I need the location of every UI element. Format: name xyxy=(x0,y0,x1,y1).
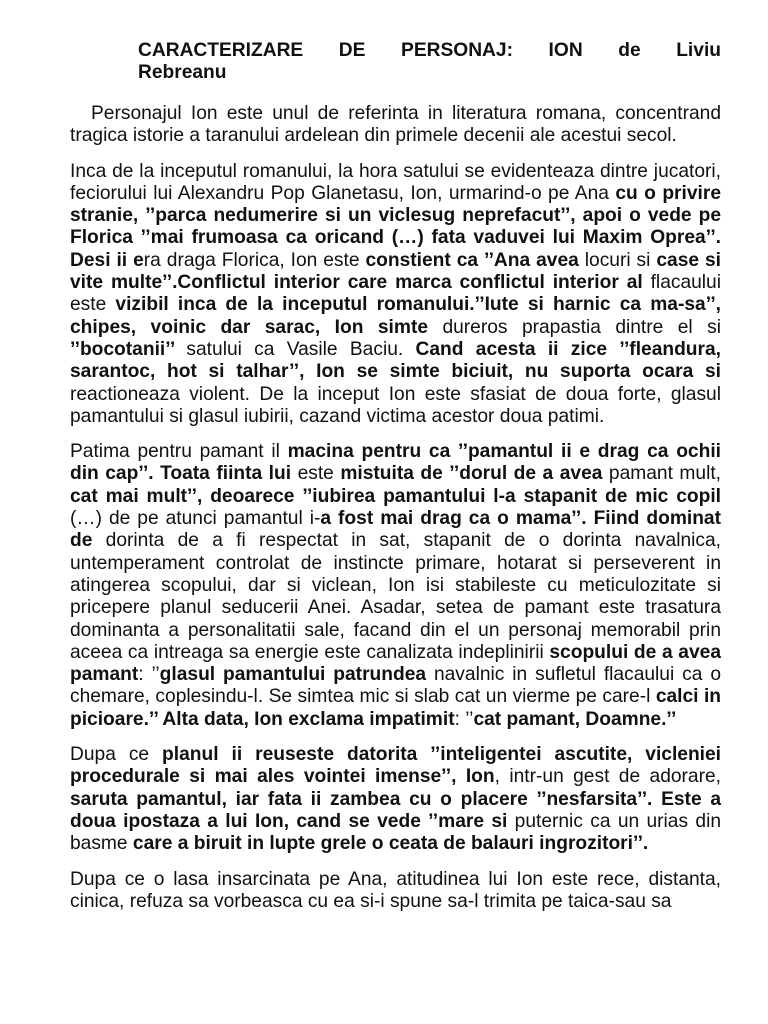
bold-text-run: glasul pamantului patrundea xyxy=(159,664,434,686)
text-run: dorinta de a fi respectat in sat, stapanit de o dorinta navalnica, untemperament controlat de instincte primare, hotarat si perseverent in atingerea scopului, dar si viclean, Ion isi stabileste cu meticulozitate si pricepere planul seducerii Anei. Asadar, setea de pamant este trasatura dominanta a personalitatii sale, facand din el un personaj memorabil prin aceea ca intreaga sa energie este canalizata indeplinirii xyxy=(70,530,721,663)
bold-text-run: Cand acesta ii zice ’’fleandura, sarantoc, hot si talhar’’, Ion se simte biciuit, nu suporta ocara si xyxy=(70,338,721,383)
bold-text-run: a fost mai drag ca o mama’’. Fiind dominat de xyxy=(70,508,721,552)
text-run: Inca de la inceputul romanului, la hora satului se evidenteaza dintre jucatori, feciorului lui Alexandru Pop Glanetasu, Ion, urmarind-o pe Ana xyxy=(70,160,721,204)
text-run: puternic ca un urias din basme xyxy=(70,810,722,855)
bold-text-run: vizibil inca de la inceputul romanului.’’Iute si harnic ca ma-sa’’, chipes, voinic dar sarac, Ion simte xyxy=(70,294,721,338)
text-run: este xyxy=(297,463,341,485)
text-run: Personajul Ion este unul de referinta in literatura romana, concentrand tragica istorie a taranului ardelean din primele decenii ale acestui secol. xyxy=(70,103,721,147)
bold-text-run: saruta pamantul, iar fata ii zambea cu o placere ’’nesfarsita’’. Este a doua ipostaza a lui Ion, cand se vede ’’mare si xyxy=(70,788,721,832)
text-run: satului ca Vasile Baciu. xyxy=(186,338,416,360)
bold-text-run: scopului de a avea pamant xyxy=(70,641,721,686)
text-run: ra draga Florica, Ion este xyxy=(143,249,366,271)
paragraph xyxy=(70,869,721,914)
text-run: locuri si xyxy=(584,249,657,271)
paragraph xyxy=(70,103,721,148)
paragraph xyxy=(70,744,721,855)
bold-text-run: constient ca ’’Ana avea xyxy=(365,249,585,271)
paragraph xyxy=(70,441,721,731)
text-run: , intr-un gest de adorare, xyxy=(494,766,721,788)
text-run: dureros prapastia dintre el si xyxy=(442,316,721,338)
document-title xyxy=(70,40,721,84)
text-run: : ’’ xyxy=(454,708,474,730)
bold-text-run: mistuita de ’’dorul de a avea xyxy=(340,463,609,485)
text-run: reactioneaza violent. De la inceput Ion este sfasiat de doua forte, glasul pamantului si glasul iubirii, cazand victima acestor doua patimi. xyxy=(70,383,721,427)
bold-text-run: macina pentru ca ’’pamantul ii e drag ca ochii din cap’’. Toata fiinta lui xyxy=(70,441,721,485)
bold-text-run: ’’bocotanii’’ xyxy=(70,338,187,360)
text-run: pamant mult, xyxy=(608,463,721,485)
bold-text-run: cat mai mult’’, deoarece ’’iubirea pamantului l-a stapanit de mic copil xyxy=(70,485,721,507)
title-line-1: CARACTERIZARE DE PERSONAJ: ION de Liviu xyxy=(138,40,721,61)
title-line-2: Rebreanu xyxy=(138,62,227,83)
bold-text-run: care a biruit in lupte grele o ceata de balauri ingrozitori’’. xyxy=(132,833,649,855)
text-run: flacaului este xyxy=(70,272,721,316)
text-run: Patima pentru pamant il xyxy=(70,441,288,463)
body-text xyxy=(70,103,721,913)
bold-text-run: cu o privire stranie, ’’parca nedumerire si un viclesug neprefacut’’, apoi o vede pe Florica ’’mai frumoasa ca oricand (…) fata vaduvei lui Maxim Oprea’’. Desi ii e xyxy=(70,182,721,271)
text-run: : ’’ xyxy=(138,664,160,686)
text-run: (…) de pe atunci pamantul i- xyxy=(70,508,321,530)
bold-text-run: case si vite multe’’.Conflictul interior care marca conflictul interior al xyxy=(70,249,722,294)
bold-text-run: planul ii reuseste datorita ’’inteligentei ascutite, vicleniei procedurale si mai ales vointei imense’’, Ion xyxy=(70,744,721,788)
document-page xyxy=(70,40,721,926)
text-run: Dupa ce xyxy=(70,744,163,766)
text-run: Dupa ce o lasa insarcinata pe Ana, atitudinea lui Ion este rece, distanta, cinica, refuza sa vorbeasca cu ea si-i spune sa-l trimita pe taica-sau sa xyxy=(70,868,721,912)
bold-text-run: calci in picioare.’’ Alta data, Ion exclama impatimit xyxy=(70,686,722,730)
text-run: navalnic in sufletul flacaului ca o chemare, coplesindu-l. Se simtea mic si slab cat un vierme pe care-l xyxy=(70,664,722,708)
bold-text-run: cat pamant, Doamne.’’ xyxy=(473,708,677,730)
paragraph xyxy=(70,161,721,429)
